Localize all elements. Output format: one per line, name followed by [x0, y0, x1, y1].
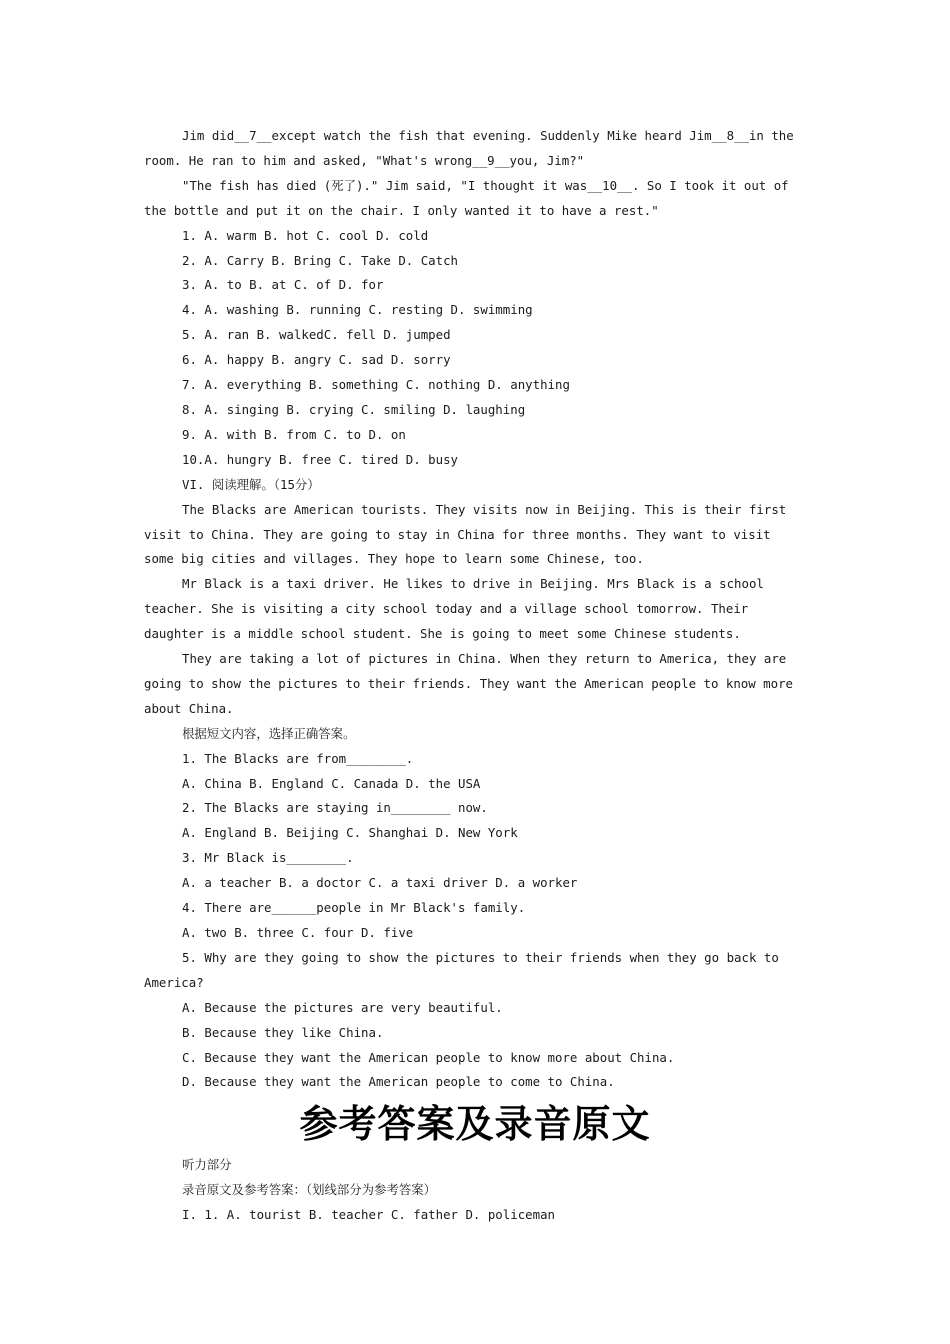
question-stem: 3. Mr Black is________. [182, 850, 354, 866]
listening-label: 听力部分 [182, 1157, 232, 1173]
reading-instruction: 根据短文内容，选择正确答案。 [182, 725, 356, 741]
question-stem: 5. Why are they going to show the pictures to their friends when they go back to America? [144, 949, 779, 990]
question-stem: 1. The Blacks are from________. [182, 750, 414, 766]
reading-paragraph-1: The Blacks are American tourists. They visits now in Beijing. This is their first visit to China. They are going to stay in China for three months. They want to visit some big cities and villages. They hope to learn some Chinese, too. [144, 501, 787, 567]
question-list [144, 747, 806, 1096]
question-option: B. Because they like China. [182, 1024, 384, 1040]
cloze-option-6: 6. A. happy B. angry C. sad D. sorry [182, 352, 451, 368]
question-options: A. England B. Beijing C. Shanghai D. New York [182, 825, 518, 841]
reading-paragraph-2: Mr Black is a taxi driver. He likes to drive in Beijing. Mrs Black is a school teacher. She is visiting a city school today and a village school tomorrow. Their daughter is a middle school student. She is going to meet some Chinese students. [144, 576, 764, 642]
passage-paragraph-2: "The fish has died (死了)." Jim said, "I thought it was__10__. So I took it out of the bottle and put it on the chair. I only wanted it to have a rest." [144, 177, 789, 218]
question-option: D. Because they want the American people to come to China. [182, 1074, 615, 1090]
question-option: C. Because they want the American people to know more about China. [182, 1049, 675, 1065]
document-body [144, 124, 806, 1228]
question-stem: 2. The Blacks are staying in________ now. [182, 800, 488, 816]
question-options: A. a teacher B. a doctor C. a taxi driver D. a worker [182, 875, 578, 891]
cloze-option-9: 9. A. with B. from C. to D. on [182, 426, 406, 442]
question-options: A. China B. England C. Canada D. the USA [182, 775, 481, 791]
answers-title: 参考答案及录音原文 [299, 1101, 651, 1147]
cloze-option-5: 5. A. ran B. walkedC. fell D. jumped [182, 327, 451, 343]
cloze-options-list [144, 224, 806, 473]
cloze-option-4: 4. A. washing B. running C. resting D. swimming [182, 302, 533, 318]
cloze-option-3: 3. A. to B. at C. of D. for [182, 277, 384, 293]
cloze-option-7: 7. A. everything B. something C. nothing D. anything [182, 377, 570, 393]
question-stem: 4. There are______people in Mr Black's family. [182, 900, 526, 916]
cloze-option-8: 8. A. singing B. crying C. smiling D. laughing [182, 401, 526, 417]
transcript-line: I. 1. A. tourist B. teacher C. father D. policeman [182, 1207, 555, 1223]
question-options: A. two B. three C. four D. five [182, 925, 414, 940]
reading-paragraph-3: They are taking a lot of pictures in China. When they return to America, they are going to show the pictures to their friends. They want the American people to know more about China. [144, 651, 794, 716]
passage-paragraph-1: Jim did__7__except watch the fish that evening. Suddenly Mike heard Jim__8__in the room. He ran to him and asked, "What's wrong__9__you, Jim?" [144, 128, 794, 168]
transcript-label: 录音原文及参考答案：（划线部分为参考答案） [182, 1182, 437, 1198]
section-heading: VI. 阅读理解。（15分） [182, 476, 320, 492]
cloze-option-2: 2. A. Carry B. Bring C. Take D. Catch [182, 252, 459, 268]
cloze-option-1: 1. A. warm B. hot C. cool D. cold [182, 227, 429, 243]
cloze-option-10: 10.A. hungry B. free C. tired D. busy [182, 451, 459, 467]
question-option: A. Because the pictures are very beautiful. [182, 999, 503, 1015]
